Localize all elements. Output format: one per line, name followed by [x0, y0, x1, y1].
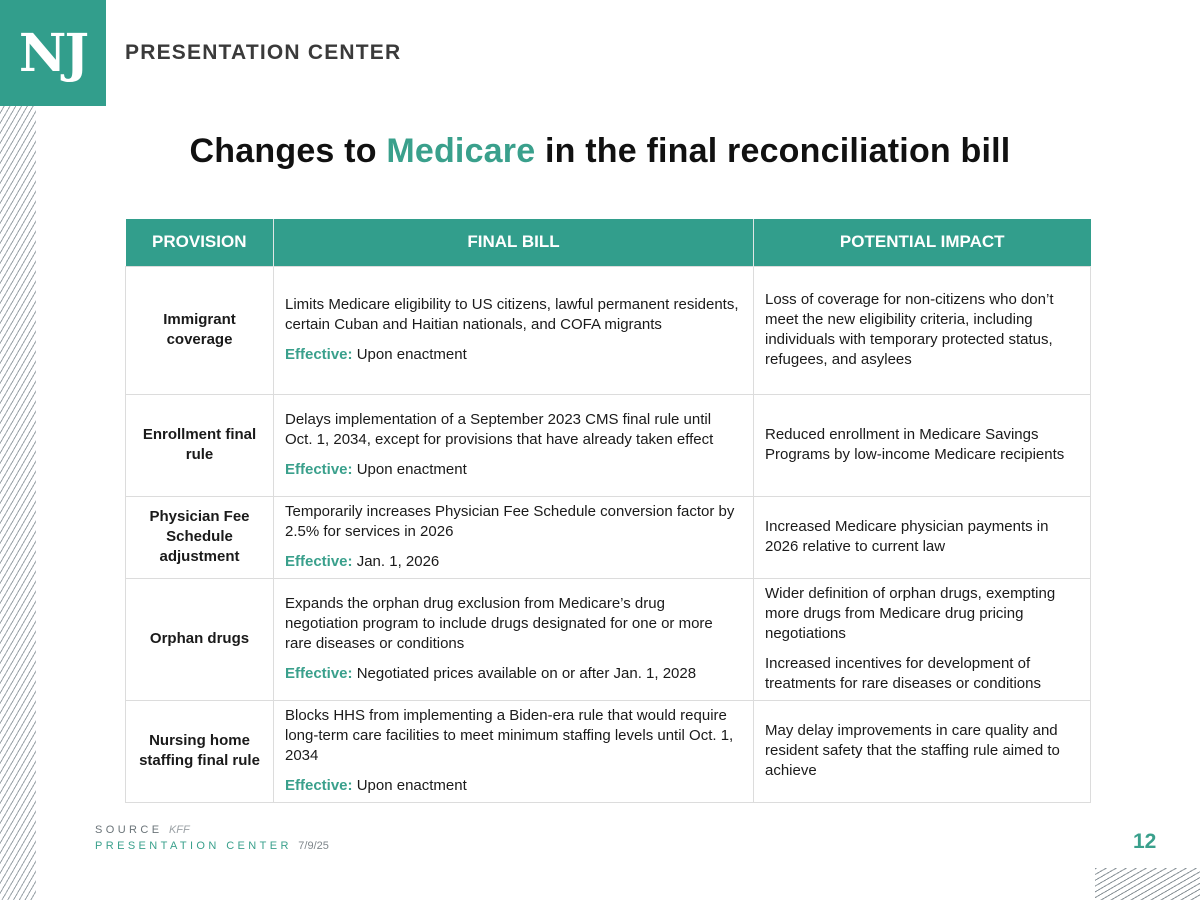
effective-value: Upon enactment — [356, 461, 467, 478]
impact-cell — [754, 578, 1091, 700]
source-label: SOURCE — [95, 824, 163, 836]
final-bill-cell — [274, 700, 754, 802]
effective-line — [285, 460, 742, 480]
bill-text: Blocks HHS from implementing a Biden-era rule that would require long-term care facilities to meet minimum staffing levels until Oct. 1, 2034 — [285, 707, 734, 764]
effective-line — [285, 345, 742, 365]
bill-text: Delays implementation of a September 2023 CMS final rule until Oct. 1, 2034, except for provisions that have already taken effect — [285, 411, 714, 448]
impact-text: Reduced enrollment in Medicare Savings Programs by low-income Medicare recipients — [765, 426, 1065, 463]
table-header-row — [126, 219, 1091, 266]
page-number: 12 — [1133, 830, 1157, 853]
title-highlight: Medicare — [386, 132, 536, 170]
nj-logo — [0, 0, 106, 106]
table-row — [126, 578, 1091, 700]
source-value: KFF — [168, 824, 190, 836]
effective-line — [285, 776, 742, 796]
title-suffix: in the final reconciliation bill — [535, 132, 1011, 170]
effective-value: Negotiated prices available on or after Jan. 1, 2028 — [356, 665, 697, 682]
provision-cell: Nursing home staffing final rule — [126, 700, 274, 802]
impact-text: Loss of coverage for non-citizens who don’t meet the new eligibility criteria, including individuals with temporary protected status, refugees, and asylees — [765, 291, 1054, 368]
impact-text: Wider definition of orphan drugs, exempting more drugs from Medicare drug pricing negotiations — [765, 585, 1056, 642]
impact-text: May delay improvements in care quality and resident safety that the staffing rule aimed to achieve — [765, 722, 1060, 779]
effective-label: Effective: — [285, 777, 353, 794]
effective-value: Upon enactment — [356, 346, 467, 363]
provision-cell: Enrollment final rule — [126, 394, 274, 496]
decorative-hatch-bottom-right — [1095, 868, 1200, 900]
presentation-center-line — [95, 840, 329, 852]
header-final-bill: FINAL BILL — [274, 219, 754, 266]
effective-line — [285, 664, 742, 684]
provision-cell: Immigrant coverage — [126, 266, 274, 394]
impact-text: Increased incentives for development of treatments for rare diseases or conditions — [765, 655, 1041, 692]
effective-label: Effective: — [285, 665, 353, 682]
effective-line — [285, 552, 742, 572]
source-line — [95, 824, 190, 836]
table-row — [126, 266, 1091, 394]
bill-text: Expands the orphan drug exclusion from Medicare’s drug negotiation program to include drugs designated for one or more rare diseases or conditions — [285, 595, 713, 652]
effective-label: Effective: — [285, 553, 353, 570]
effective-value: Jan. 1, 2026 — [356, 553, 440, 570]
page-title — [0, 132, 1200, 171]
impact-cell — [754, 700, 1091, 802]
bill-text: Limits Medicare eligibility to US citizens, lawful permanent residents, certain Cuban and Haitian nationals, and COFA migrants — [285, 296, 739, 333]
table-row — [126, 496, 1091, 578]
final-bill-cell — [274, 394, 754, 496]
final-bill-cell — [274, 496, 754, 578]
bill-text: Temporarily increases Physician Fee Schedule conversion factor by 2.5% for services in 2026 — [285, 503, 735, 540]
title-prefix: Changes to — [189, 132, 387, 170]
table-row — [126, 394, 1091, 496]
header-potential-impact: POTENTIAL IMPACT — [754, 219, 1091, 266]
footer-date: 7/9/25 — [298, 840, 329, 852]
impact-text: Increased Medicare physician payments in 2026 relative to current law — [765, 518, 1049, 555]
logo-text: NJ — [18, 22, 88, 84]
provision-cell: Physician Fee Schedule adjustment — [126, 496, 274, 578]
impact-cell — [754, 496, 1091, 578]
decorative-hatch-left — [0, 106, 36, 900]
final-bill-cell — [274, 578, 754, 700]
header-provision: PROVISION — [126, 219, 274, 266]
center-label: PRESENTATION CENTER — [95, 840, 292, 852]
effective-value: Upon enactment — [356, 777, 467, 794]
medicare-provisions-table — [125, 219, 1091, 803]
brand-name: PRESENTATION CENTER — [125, 41, 402, 64]
effective-label: Effective: — [285, 346, 353, 363]
table-row — [126, 700, 1091, 802]
final-bill-cell — [274, 266, 754, 394]
impact-cell — [754, 266, 1091, 394]
effective-label: Effective: — [285, 461, 353, 478]
provision-cell: Orphan drugs — [126, 578, 274, 700]
impact-cell — [754, 394, 1091, 496]
